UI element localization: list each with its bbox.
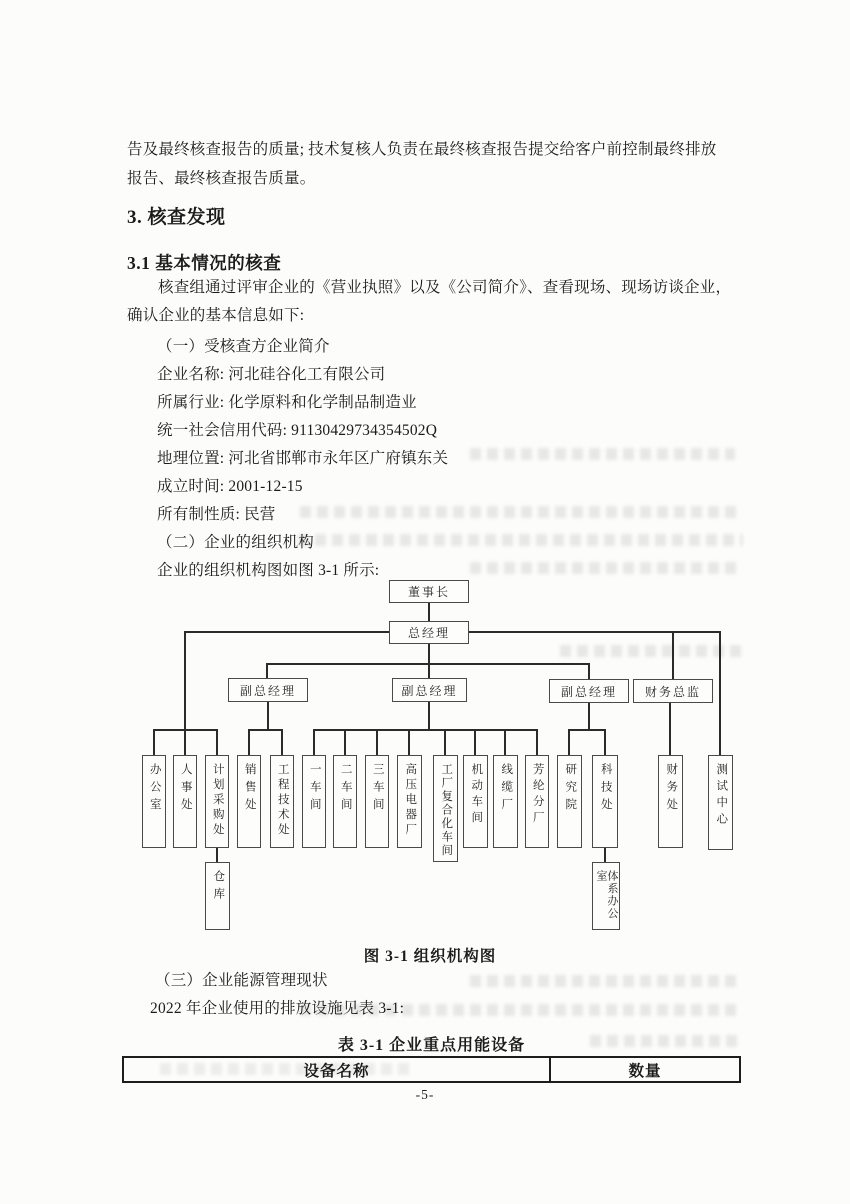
info-line: 所有制性质: 民营	[157, 506, 276, 523]
org-connector	[604, 848, 606, 862]
org-node-engineering: 工程技术处	[270, 755, 294, 848]
info-line: 成立时间: 2001-12-15	[157, 478, 303, 495]
org-connector	[184, 631, 186, 731]
org-connector	[216, 729, 218, 755]
org-node-warehouse: 仓库	[205, 862, 230, 930]
intro-paragraph-line1: 告及最终核查报告的质量; 技术复核人负责在最终核查报告提交给客户前控制最终排放	[127, 141, 717, 158]
org-node-scitech: 科技处	[592, 755, 618, 848]
org-connector	[154, 729, 218, 731]
org-node-ws1: 一车间	[302, 755, 326, 848]
company-info-list	[157, 334, 448, 586]
page-number: -5-	[415, 1087, 435, 1102]
org-connector	[428, 603, 430, 621]
org-node-sales: 销售处	[237, 755, 261, 848]
section-heading: 3. 核查发现	[127, 207, 226, 228]
info-line: 统一社会信用代码: 91130429734354502Q	[157, 422, 438, 439]
org-node-sysoffice: 体系办公室	[592, 862, 620, 930]
org-connector	[669, 703, 671, 755]
org-chart	[130, 572, 745, 934]
org-node-planning: 计划采购处	[205, 755, 229, 848]
org-node-ws3: 三车间	[365, 755, 389, 848]
org-connector	[248, 729, 283, 731]
org-node-composite: 工厂复合化车间	[433, 755, 458, 862]
overview-paragraph-line2: 确认企业的基本信息如下:	[127, 307, 305, 324]
org-node-aramid: 芳纶分厂	[525, 755, 549, 848]
info-line: （二）企业的组织机构	[157, 534, 315, 551]
org-connector	[344, 729, 346, 755]
info-line: （一）受核查方企业简介	[157, 338, 330, 355]
table-header-device-name: 设备名称	[124, 1058, 551, 1081]
org-connector	[504, 729, 506, 755]
org-connector	[568, 729, 570, 755]
bleedthrough-artifact	[470, 975, 740, 987]
org-connector	[474, 729, 476, 755]
subsection-heading: 3.1 基本情况的核查	[127, 253, 282, 273]
org-node-ws2: 二车间	[333, 755, 357, 848]
org-node-vp2: 副总经理	[392, 678, 467, 702]
org-connector	[444, 729, 446, 755]
org-node-vp1: 副总经理	[228, 678, 308, 702]
org-connector	[313, 729, 315, 755]
bleedthrough-artifact	[470, 448, 735, 460]
equipment-table	[122, 1056, 741, 1083]
org-node-gm: 总经理	[389, 621, 469, 644]
org-node-research: 研究院	[557, 755, 582, 848]
org-node-cable: 线缆厂	[493, 755, 518, 848]
energy-section-line2: 2022 年企业使用的排放设施见表 3-1:	[150, 1000, 405, 1017]
org-node-hv: 高压电器厂	[397, 755, 422, 848]
org-node-office: 办公室	[142, 755, 166, 848]
org-connector	[248, 729, 250, 755]
org-connector	[153, 729, 155, 755]
org-connector	[185, 631, 389, 633]
figure-caption: 图 3-1 组织机构图	[363, 948, 497, 965]
info-line: 地理位置: 河北省邯郸市永年区广府镇东关	[157, 450, 449, 467]
org-connector	[267, 702, 269, 730]
org-node-cfo: 财务总监	[633, 679, 713, 703]
org-connector	[469, 631, 721, 633]
info-line: 所属行业: 化学原料和化学制品制造业	[157, 394, 417, 411]
org-connector	[672, 631, 674, 681]
org-node-motor: 机动车间	[463, 755, 488, 848]
org-node-finance: 财务处	[658, 755, 683, 848]
org-connector	[376, 729, 378, 755]
energy-section-line1: （三）企业能源管理现状	[155, 972, 328, 989]
org-connector	[428, 702, 430, 730]
org-node-hr: 人事处	[173, 755, 197, 848]
info-line: 企业的组织机构图如图 3-1 所示:	[157, 562, 380, 579]
org-connector	[216, 848, 218, 862]
overview-paragraph-line1: 核查组通过评审企业的《营业执照》以及《公司简介》、查看现场、现场访谈企业，	[158, 279, 732, 296]
org-connector	[588, 703, 590, 730]
org-connector	[604, 729, 606, 755]
org-connector	[281, 729, 283, 755]
org-node-testing: 测试中心	[708, 755, 733, 850]
org-connector	[568, 729, 606, 731]
table-header-quantity: 数量	[628, 1062, 662, 1080]
org-connector	[536, 729, 538, 755]
org-connector	[428, 643, 430, 680]
org-connector	[719, 631, 721, 757]
org-connector	[184, 729, 186, 755]
table-title: 表 3-1 企业重点用能设备	[337, 1037, 526, 1054]
org-connector	[408, 729, 410, 755]
info-line: 企业名称: 河北硅谷化工有限公司	[157, 366, 386, 383]
org-node-vp3: 副总经理	[549, 679, 629, 703]
org-connector	[266, 663, 268, 679]
org-node-chairman: 董事长	[389, 580, 469, 603]
intro-paragraph-line2: 报告、最终核查报告质量。	[127, 170, 316, 187]
